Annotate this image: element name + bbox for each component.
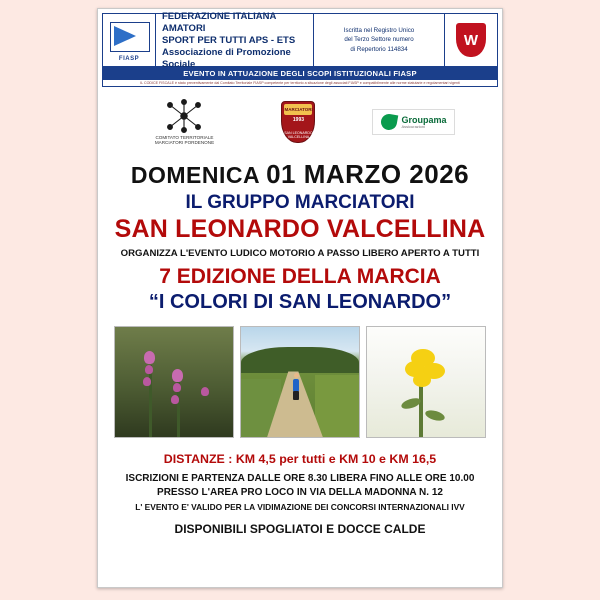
fiasp-logo-cell: [103, 14, 156, 66]
event-poster: [97, 8, 503, 588]
club-crest-icon: [281, 101, 315, 143]
federation-line-3: Associazione di Promozione Sociale: [162, 46, 291, 70]
fiasp-header-top: [103, 11, 497, 70]
sponsor-groupama: [372, 109, 455, 135]
event-name: “I COLORI DI SAN LEONARDO”: [148, 291, 452, 314]
groupama-subtext: Assicurazioni: [401, 124, 426, 130]
registry-line-2: del Terzo Settore numero: [344, 36, 414, 44]
sponsor-comitato-territoriale: [144, 99, 224, 147]
edition-line: 7 EDIZIONE DELLA MARCIA: [159, 265, 441, 289]
event-date: 01 MARZO 2026: [266, 159, 470, 190]
federation-name-block: [156, 11, 314, 70]
fiasp-logo-word: FIASP: [118, 56, 140, 62]
photo-strip: [98, 326, 502, 438]
facilities-line: DISPONIBILI SPOGLIATOI E DOCCE CALDE: [174, 522, 426, 537]
registry-line-3: di Repertorio 114834: [350, 45, 408, 53]
groupama-logo-icon: [372, 109, 455, 135]
photo-yellow-flower: [366, 326, 486, 438]
sponsor-club-crest: [281, 101, 315, 143]
registration-line: ISCRIZIONI E PARTENZA DALLE ORE 8.30 LIBERA FINO ALLE ORE 10.00: [125, 473, 475, 485]
registry-line-1: Iscritta nel Registro Unico: [343, 27, 415, 35]
location-line: PRESSO L'AREA PRO LOCO IN VIA DELLA MADONNA N. 12: [157, 487, 443, 499]
shield-mark: W: [463, 31, 479, 49]
photo-trail-runner: [240, 326, 360, 438]
fiasp-shield-cell: [445, 14, 497, 66]
sponsor-row: [98, 91, 502, 153]
distances-line: DISTANZE : KM 4,5 per tutti e KM 10 e KM 16,5: [163, 452, 437, 467]
photo-orchids: [114, 326, 234, 438]
crest-year: 1993: [292, 117, 305, 124]
fiasp-logo-icon: [107, 18, 151, 62]
event-info-block: [98, 452, 502, 536]
event-date-line: [98, 159, 502, 190]
fiasp-header: [102, 13, 498, 87]
crest-club-name: SAN LEONARDO VALCELLINA: [284, 130, 313, 139]
network-nodes-icon: [164, 99, 204, 133]
sponsor-comitato-caption: COMITATO TERRITORIALE MARCIATORI PORDENONE: [154, 134, 215, 146]
event-weekday: DOMENICA: [130, 162, 261, 189]
groupama-wordmark: Groupama: [401, 114, 447, 125]
leaf-icon: [380, 113, 399, 132]
organizer-club-name: SAN LEONARDO VALCELLINA: [114, 215, 486, 244]
ivv-validity-line: L' EVENTO E' VALIDO PER LA VIDIMAZIONE DEI CONCORSI INTERNAZIONALI IVV: [135, 502, 465, 513]
federation-line-2: SPORT PER TUTTI APS - ETS: [162, 35, 296, 47]
institutional-banner: EVENTO IN ATTUAZIONE DEGLI SCOPI ISTITUZIONALI FIASP: [103, 66, 497, 80]
organizza-line: ORGANIZZA L'EVENTO LUDICO MOTORIO A PASSO LIBERO APERTO A TUTTI: [120, 248, 480, 260]
federation-line-1: FEDERAZIONE ITALIANA AMATORI: [162, 11, 276, 35]
registry-block: [314, 14, 445, 66]
organizer-group-label: IL GRUPPO MARCIATORI: [185, 192, 415, 214]
header-fine-print: IL CODICE FISCALE è stato preventivamente dal Comitato Territoriale FIASP competente per territorio a situazione degli associati FIASP e compatibilmente alle norme statutarie e regolamentari vigenti: [103, 80, 497, 86]
crest-top-text: MARCIATORI: [284, 104, 312, 115]
shield-icon: [456, 23, 486, 57]
